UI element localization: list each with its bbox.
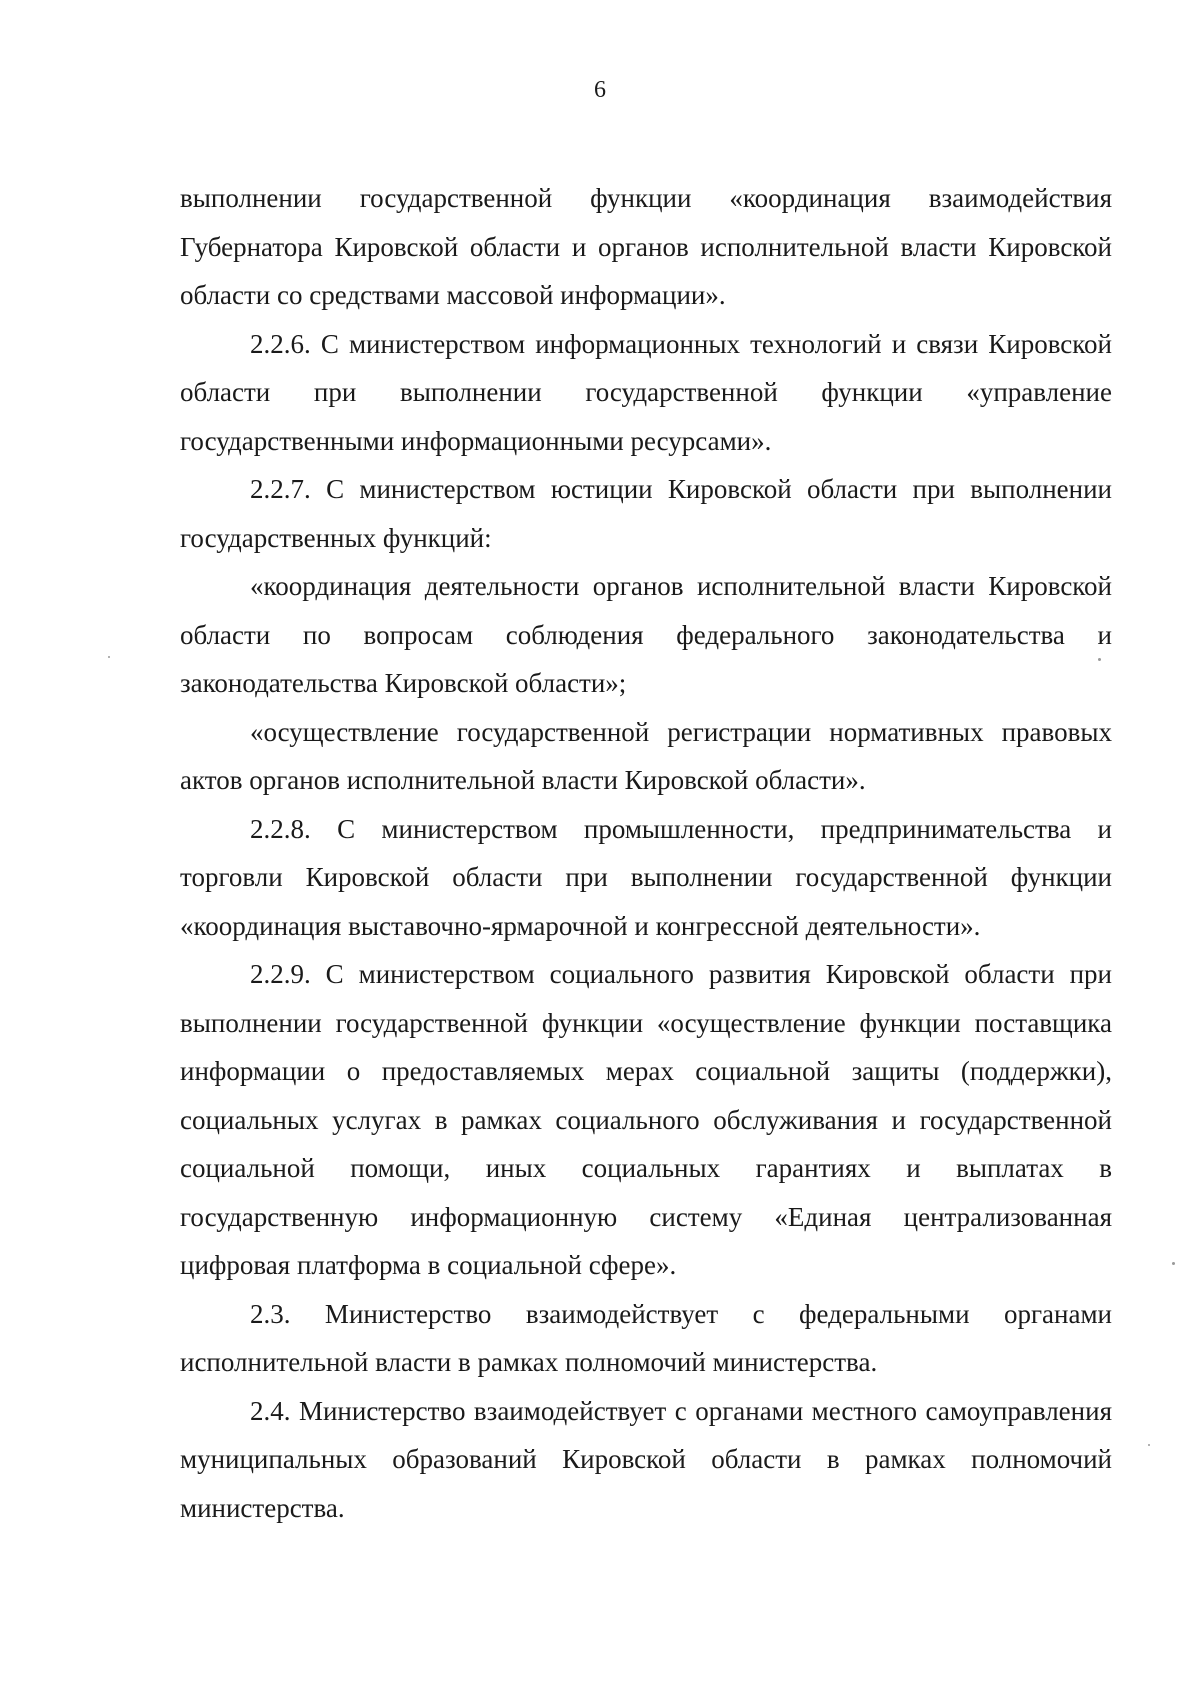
paragraph-2-4: 2.4. Министерство взаимодействует с органами местного самоуправления муниципальных образований Кировской области в рамках полномочий министерства. — [180, 1395, 1112, 1523]
paragraph-continuation: выполнении государственной функции «координация взаимодействия Губернатора Кировской области и органов исполнительной власти Кировской области со средствами массовой информации». — [180, 183, 1112, 310]
scan-speck — [108, 656, 110, 658]
paragraph-2-2-7: 2.2.7. С министерством юстиции Кировской области при выполнении государственных функций: — [180, 474, 1112, 553]
document-body — [180, 174, 1112, 1532]
paragraph-2-2-7-item-2: «осуществление государственной регистрации нормативных правовых актов органов исполнительной власти Кировской области». — [180, 716, 1112, 795]
scan-speck — [1172, 1262, 1175, 1265]
paragraph-2-2-7-item-1: «координация деятельности органов исполнительной власти Кировской области по вопросам соблюдения федерального законодательства и законодательства Кировской области»; — [180, 571, 1112, 698]
paragraph-2-2-8: 2.2.8. С министерством промышленности, предпринимательства и торговли Кировской области при выполнении государственной функции «координация выставочно-ярмарочной и конгрессной деятельности». — [180, 813, 1112, 941]
page-number: 6 — [594, 77, 606, 103]
paragraph-2-3: 2.3. Министерство взаимодействует с федеральными органами исполнительной власти в рамках полномочий министерства. — [180, 1298, 1112, 1377]
scan-speck — [1098, 658, 1101, 661]
paragraph-2-2-6: 2.2.6. С министерством информационных технологий и связи Кировской области при выполнении государственной функции «управление государственными информационными ресурсами». — [180, 328, 1112, 456]
scan-speck — [1148, 1444, 1150, 1446]
paragraph-2-2-9: 2.2.9. С министерством социального развития Кировской области при выполнении государственной функции «осуществление функции поставщика информации о предоставляемых мерах социальной защиты (поддержки), социальных услугах в рамках социального обслуживания и государственной социальной помощи, иных социальных гарантиях и выплатах в государственную информационную систему «Единая централизованная цифровая платформа в социальной сфере». — [180, 959, 1112, 1280]
